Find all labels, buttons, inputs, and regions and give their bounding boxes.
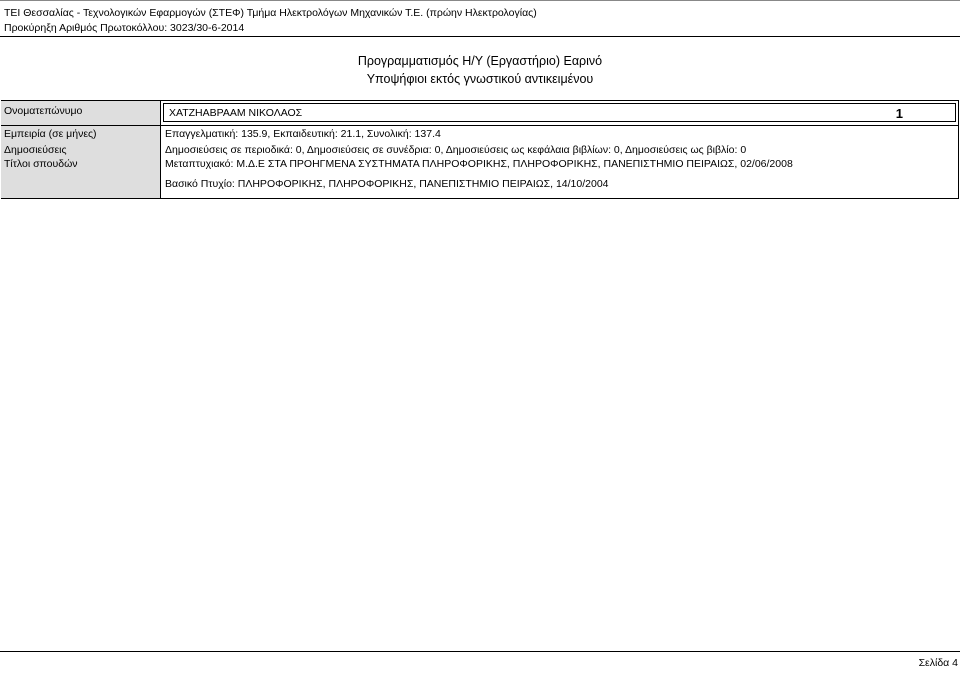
candidate-name-box <box>163 103 956 122</box>
publications-value: Δημοσιεύσεις σε περιοδικά: 0, Δημοσιεύσεις σε συνέδρια: 0, Δημοσιεύσεις ως κεφάλαια βιβλίων: 0, Δημοσιεύσεις ως βιβλίο: 0 <box>165 144 747 156</box>
header-divider <box>0 36 960 37</box>
name-label: Ονοματεπώνυμο <box>4 105 83 117</box>
candidate-number: 1 <box>895 106 903 121</box>
experience-label: Εμπειρία (σε μήνες) <box>4 128 97 140</box>
document-subtitle: Υποψήφιοι εκτός γνωστικού αντικειμένου <box>366 72 594 86</box>
announcement-number: Προκύρηξη Αριθμός Πρωτοκόλλου: 3023/30-6-2014 <box>4 22 245 34</box>
experience-value: Επαγγελματική: 135.9, Εκπαιδευτική: 21.1, Συνολική: 137.4 <box>165 128 441 140</box>
publications-label: Δημοσιεύσεις <box>4 144 67 156</box>
document-title: Προγραμματισμός Η/Υ (Εργαστήριο) Εαρινό <box>357 54 603 68</box>
footer-divider <box>0 651 960 652</box>
degrees-label: Τίτλοι σπουδών <box>4 158 78 170</box>
page-number: Σελίδα 4 <box>918 657 958 669</box>
institution-header: ΤΕΙ Θεσσαλίας - Τεχνολογικών Εφαρμογών (ΣΤΕΦ) Τμήμα Ηλεκτρολόγων Μηχανικών Τ.Ε. (πρώην Ηλεκτρολογίας) <box>4 7 537 19</box>
column-divider <box>160 101 161 198</box>
degree-postgraduate: Μεταπτυχιακό: Μ.Δ.Ε ΣΤΑ ΠΡΟΗΓΜΕΝΑ ΣΥΣΤΗΜΑΤΑ ΠΛΗΡΟΦΟΡΙΚΗΣ, ΠΛΗΡΟΦΟΡΙΚΗΣ, ΠΑΝΕΠΙΣΤΗΜΙΟ ΠΕΙΡΑΙΩΣ, 02/06/2008 <box>165 158 793 170</box>
candidate-name: ΧΑΤΖΗΑΒΡΑΑΜ ΝΙΚΟΛΑΟΣ <box>169 107 303 119</box>
degree-bachelor: Βασικό Πτυχίο: ΠΛΗΡΟΦΟΡΙΚΗΣ, ΠΛΗΡΟΦΟΡΙΚΗΣ, ΠΑΝΕΠΙΣΤΗΜΙΟ ΠΕΙΡΑΙΩΣ, 14/10/2004 <box>165 178 609 190</box>
top-border <box>0 0 960 1</box>
name-row-divider <box>1 125 958 126</box>
